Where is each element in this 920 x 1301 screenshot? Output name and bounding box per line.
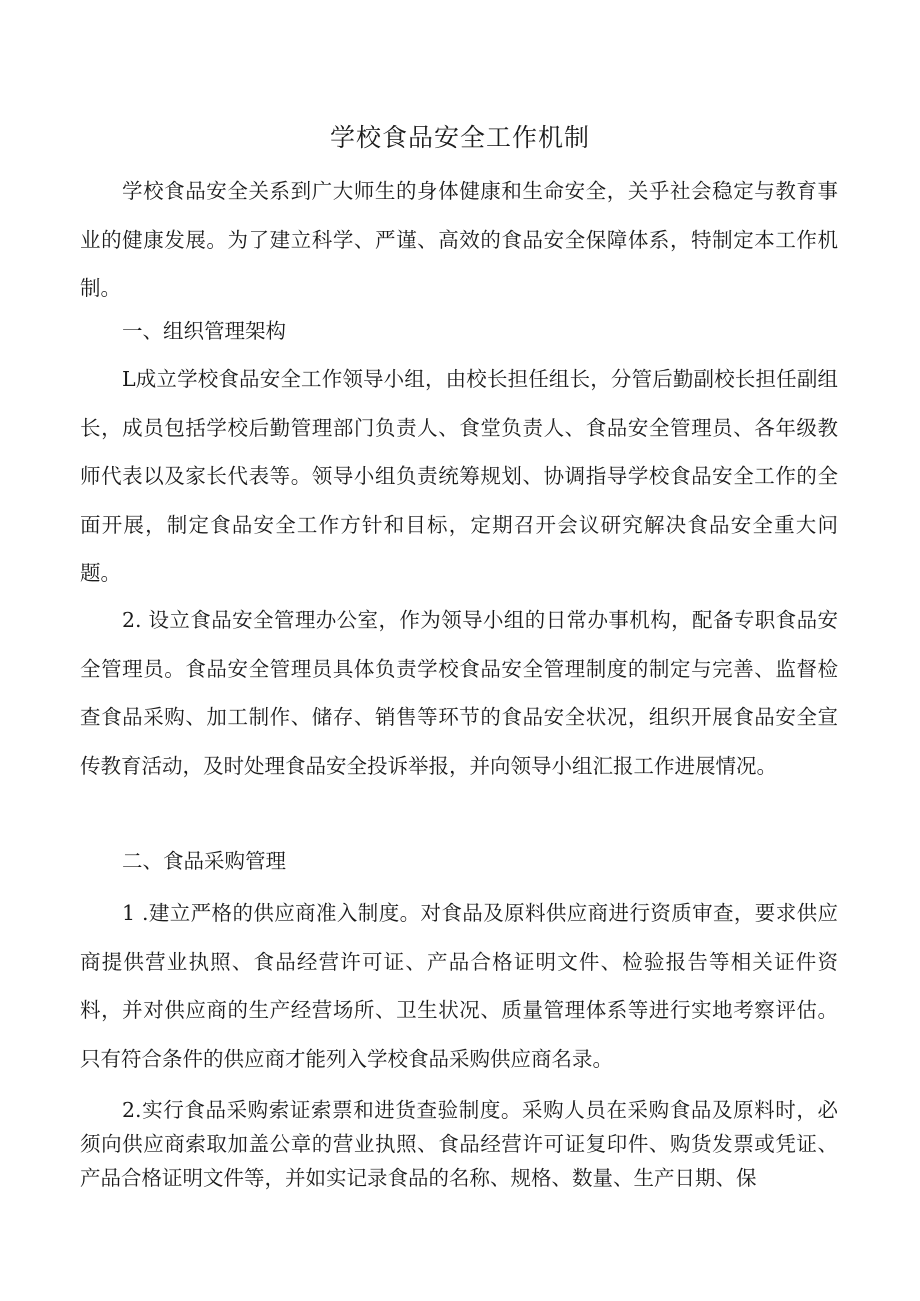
section2-item1: 1 .建立严格的供应商准入制度。对食品及原料供应商进行资质审查，要求供应商提供营业执照、食品经营许可证、产品合格证明文件、检验报告等相关证件资料，并对供应商的生产经营场所、卫生状况、质量管理体系等进行实地考察评估。只有符合条件的供应商才能列入学校食品采购供应商名录。	[80, 901, 838, 1071]
section2-heading: 二、食品采购管理	[122, 849, 286, 873]
section1-item1: L成立学校食品安全工作领导小组，由校长担任组长，分管后勤副校长担任副组长，成员包括学校后勤管理部门负责人、食堂负责人、食品安全管理员、各年级教师代表以及家长代表等。领导小组负责统筹规划、协调指导学校食品安全工作的全面开展，制定食品安全工作方针和目标，定期召开会议研究解决食品安全重大问题。	[80, 367, 838, 585]
document-title: 学校食品安全工作机制	[329, 123, 590, 152]
section1-item2: 2. 设立食品安全管理办公室，作为领导小组的日常办事机构，配备专职食品安全管理员。食品安全管理员具体负责学校食品安全管理制度的制定与完善、监督检查食品采购、加工制作、储存、销售等环节的食品安全状况，组织开展食品安全宣传教育活动，及时处理食品安全投诉举报，并向领导小组汇报工作进展情况。	[80, 608, 838, 778]
section1-heading: 一、组织管理架构	[122, 319, 286, 343]
intro-paragraph: 学校食品安全关系到广大师生的身体健康和生命安全，关乎社会稳定与教育事业的健康发展。为了建立科学、严谨、高效的食品安全保障体系，特制定本工作机制。	[80, 179, 838, 300]
section2-item2: 2.实行食品采购索证索票和进货查验制度。采购人员在采购食品及原料时，必须向供应商索取加盖公章的营业执照、食品经营许可证复印件、购货发票或凭证、产品合格证明文件等，并如实记录食品的名称、规格、数量、生产日期、保	[80, 1098, 838, 1190]
